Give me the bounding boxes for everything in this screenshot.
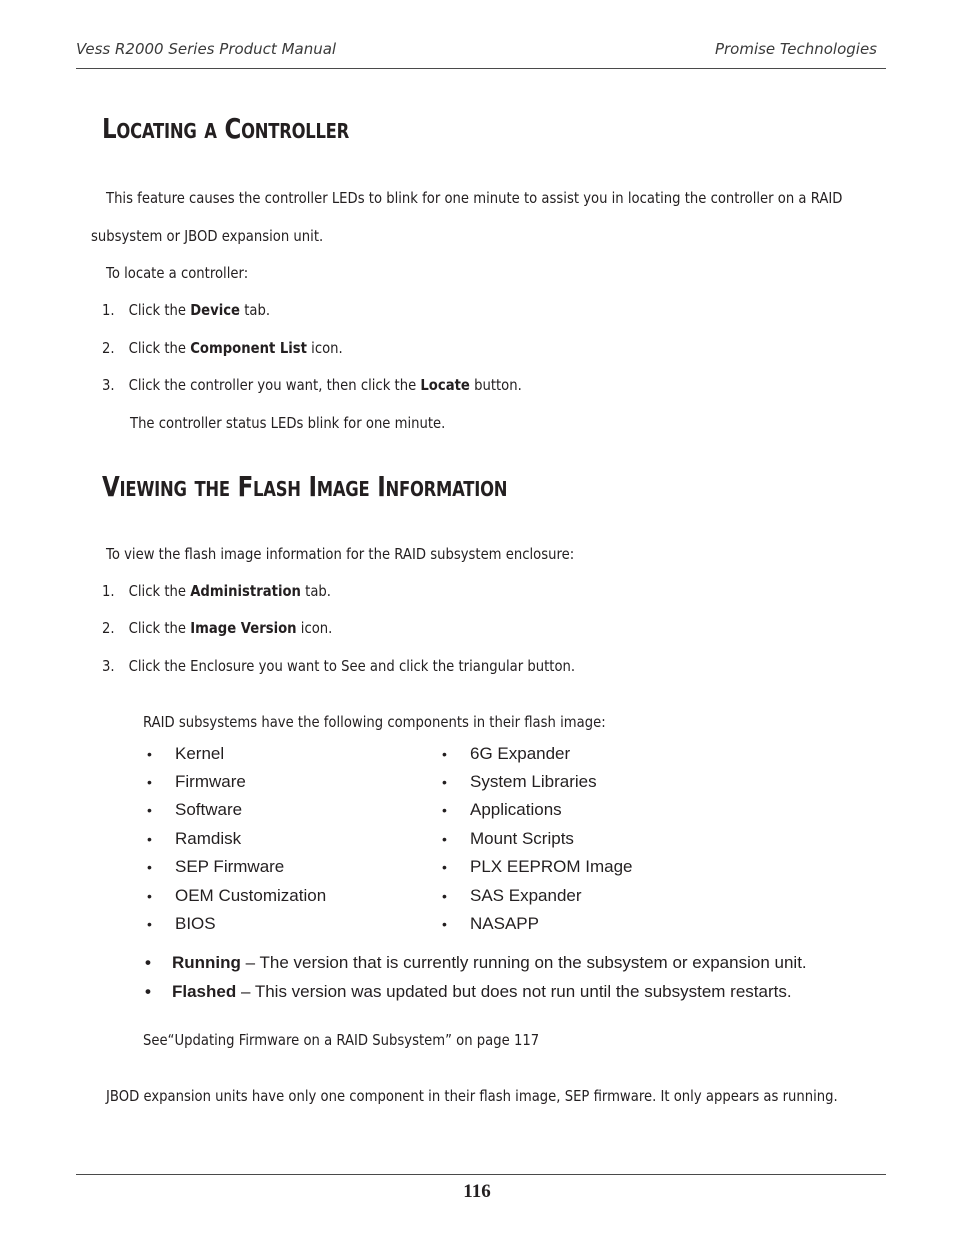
component-name: SEP Firmware [175,857,285,876]
component-name: SAS Expander [470,886,582,905]
list-item [147,744,152,764]
bullet-icon: • [147,802,152,818]
bullet-icon: • [147,746,152,762]
step-number: 3. [102,657,115,675]
list-item [145,953,151,973]
bullet-icon: • [147,774,152,790]
step-text: Click the Enclosure you want to See and click the triangular button. [128,657,576,675]
component-name: Firmware [175,772,246,791]
list-item [442,772,447,792]
components-intro: RAID subsystems have the following components in their flash image: [143,713,606,731]
list-item [442,886,447,906]
component-name: OEM Customization [175,886,327,905]
list-item [442,857,447,877]
component-name: NASAPP [470,914,539,933]
step-number: 3. [102,376,115,394]
list-item [102,339,343,357]
step-text: icon. [296,619,333,637]
step-ui-term: Administration [190,582,301,600]
intro-paragraph-line-2: subsystem or JBOD expansion unit. [91,227,324,245]
list-item [145,982,151,1002]
state-description: – This version was updated but does not run until the subsystem restarts. [236,982,792,1001]
bullet-icon: • [442,916,447,932]
list-item [147,772,152,792]
list-item [102,376,522,394]
bullet-icon: • [442,831,447,847]
step-text: button. [469,376,522,394]
procedure-lead: To view the flash image information for the RAID subsystem enclosure: [106,545,575,563]
bullet-icon: • [145,953,151,972]
footer-rule [76,1174,886,1175]
step-number: 1. [102,301,115,319]
step-text: Click the [128,339,191,357]
step-ui-term: Locate [420,376,470,394]
bullet-icon: • [442,802,447,818]
list-item [102,619,332,637]
list-item [147,800,152,820]
list-item [442,800,447,820]
list-item [442,829,447,849]
intro-paragraph-line-1: This feature causes the controller LEDs to blink for one minute to assist you in locating the controller on a RAID [106,189,843,207]
step-text: Click the controller you want, then click the [128,376,421,394]
component-name: System Libraries [470,772,597,791]
state-name: Running [172,953,241,972]
bullet-icon: • [442,859,447,875]
bullet-icon: • [442,888,447,904]
list-item [147,829,152,849]
component-name: Mount Scripts [470,829,574,848]
step-text: tab. [300,582,331,600]
bullet-icon: • [442,774,447,790]
list-item [102,657,575,675]
version-state-running [172,953,807,973]
state-description: – The version that is currently running on the subsystem or expansion unit. [240,953,807,972]
list-item [102,301,270,319]
step-number: 1. [102,582,115,600]
step-text: Click the [128,619,191,637]
component-name: Kernel [175,744,225,763]
bullet-icon: • [147,859,152,875]
version-state-flashed [172,982,792,1002]
step-ui-term: Device [190,301,241,319]
section-title-locating-controller: Locating a Controller [102,112,350,145]
list-item [147,886,152,906]
page-number: 116 [463,1181,491,1202]
component-name: 6G Expander [470,744,571,763]
step-text: Click the [128,582,191,600]
component-name: Ramdisk [175,829,242,848]
bullet-icon: • [147,888,152,904]
bullet-icon: • [442,746,447,762]
component-name: PLX EEPROM Image [470,857,633,876]
running-header-company: Promise Technologies [714,40,877,58]
step-text: Click the [128,301,191,319]
step-number: 2. [102,339,115,357]
step-text: tab. [240,301,271,319]
bullet-icon: • [147,831,152,847]
running-header-title: Vess R2000 Series Product Manual [76,40,337,58]
bullet-icon: • [147,916,152,932]
component-name: BIOS [175,914,216,933]
list-item [102,582,331,600]
bullet-icon: • [145,982,151,1001]
list-item [147,857,152,877]
component-name: Applications [470,800,562,819]
header-rule [76,68,886,69]
section-title-flash-image: Viewing the Flash Image Information [102,470,508,503]
list-item [442,914,447,934]
procedure-lead: To locate a controller: [106,264,249,282]
step-ui-term: Image Version [190,619,297,637]
jbod-note: JBOD expansion units have only one component in their flash image, SEP firmware. It only appears as running. [106,1087,838,1105]
step-ui-term: Component List [190,339,307,357]
component-name: Software [175,800,243,819]
step-text: icon. [306,339,343,357]
cross-reference: See“Updating Firmware on a RAID Subsystem” on page 117 [143,1031,540,1049]
step-number: 2. [102,619,115,637]
state-name: Flashed [172,982,237,1001]
step-result: The controller status LEDs blink for one minute. [130,414,446,432]
list-item [147,914,152,934]
list-item [442,744,447,764]
